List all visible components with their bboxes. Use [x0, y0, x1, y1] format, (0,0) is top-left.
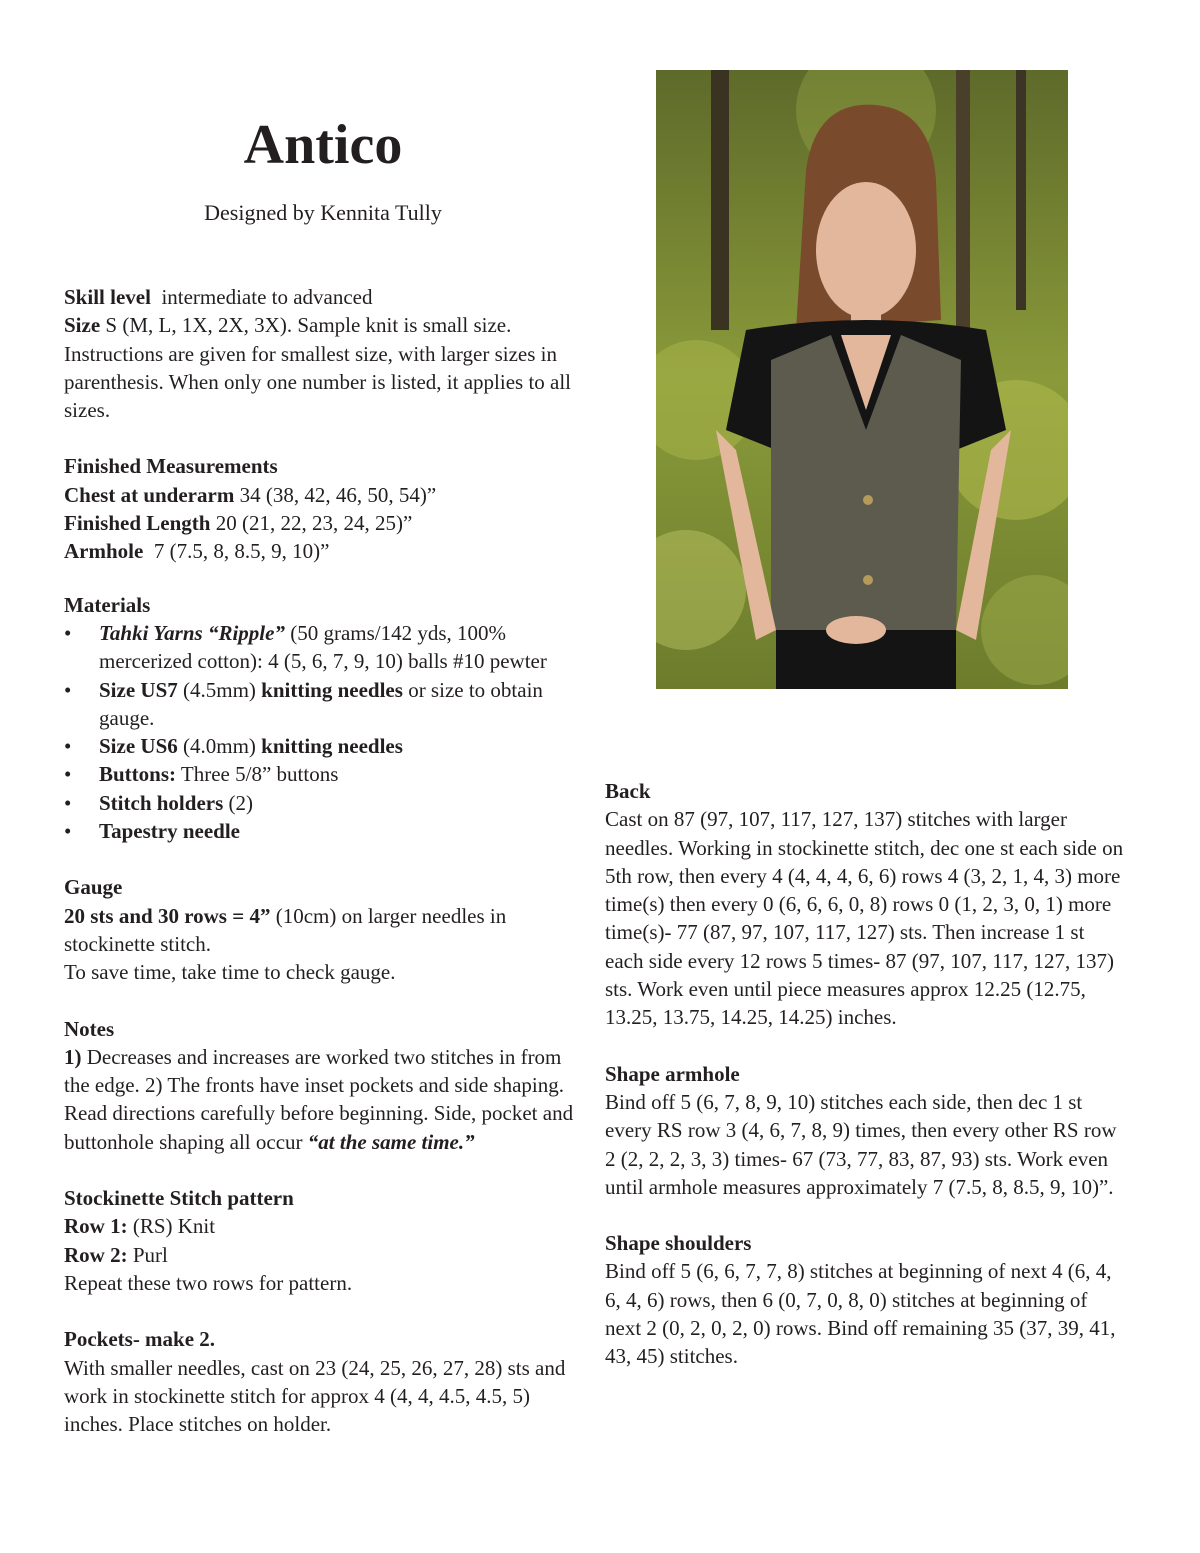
materials-item-needles-us7: • Size US7 (4.5mm) knitting needles or size to obtain gauge.	[64, 677, 543, 730]
pockets-heading: Pockets- make 2.	[64, 1327, 216, 1352]
model-photo	[656, 70, 1068, 689]
stockinette-row1: Row 1: (RS) Knit	[64, 1214, 216, 1239]
pattern-title: Antico	[243, 114, 403, 176]
skill-level	[64, 283, 584, 311]
armhole-heading: Shape armhole	[605, 1061, 740, 1086]
materials-item-tapestry: • Tapestry needle	[64, 817, 584, 845]
armhole-text: Bind off 5 (6, 7, 8, 9, 10) stitches each side, then dec 1 st every RS row 3 (4, 6, 7, 8, 9) times, then every other RS row 2 (2, 2, 2, 3, 3) times- 67 (73, 77, 83, 87, 93) sts. Work even until armhole measures approximately 7 (7.5, 8, 8.5, 9, 10)”.	[605, 1089, 1117, 1199]
shoulders-heading: Shape shoulders	[605, 1231, 752, 1256]
left-column	[64, 283, 584, 1438]
measurements-heading: Finished Measurements	[64, 454, 278, 479]
notes-heading: Notes	[64, 1016, 115, 1041]
bullet-icon: •	[64, 790, 72, 815]
back-heading: Back	[605, 779, 651, 803]
materials-item-yarn: • Tahki Yarns “Ripple” (50 grams/142 yds, 100% mercerized cotton): 4 (5, 6, 7, 9, 10) balls #10 pewter	[64, 620, 547, 674]
size-info	[64, 311, 584, 424]
size-text: S (M, L, 1X, 2X, 3X). Sample knit is small size. Instructions are given for smallest size, with larger sizes in parenthesis. When only one number is listed, it applies to all sizes.	[64, 313, 572, 423]
materials-heading: Materials	[64, 592, 151, 617]
model-photo-illustration	[656, 70, 1068, 689]
bullet-icon: •	[64, 734, 72, 759]
bullet-icon: •	[64, 819, 72, 844]
stockinette-repeat: Repeat these two rows for pattern.	[64, 1270, 353, 1295]
gauge-heading: Gauge	[64, 875, 123, 900]
measurement-length: Finished Length 20 (21, 22, 23, 24, 25)”	[64, 511, 413, 536]
materials-item-needles-us6: • Size US6 (4.0mm) knitting needles	[64, 732, 584, 760]
shoulders-text: Bind off 5 (6, 6, 7, 7, 8) stitches at beginning of next 4 (6, 4, 6, 4, 6) rows, then 6 (0, 7, 0, 8, 0) stitches at beginning of next 2 (0, 2, 0, 2, 0) rows. Bind off remaining 35 (37, 39, 41, 43, 45) stitches.	[605, 1259, 1116, 1369]
stockinette-heading: Stockinette Stitch pattern	[64, 1186, 294, 1211]
measurement-chest: Chest at underarm 34 (38, 42, 46, 50, 54)”	[64, 482, 437, 507]
designer-byline: Designed by Kennita Tully	[204, 200, 442, 225]
materials-list	[64, 619, 584, 845]
materials-item-holders: • Stitch holders (2)	[64, 789, 584, 817]
skill-text: intermediate to advanced	[161, 285, 373, 309]
gauge-text: 20 sts and 30 rows = 4” (10cm) on larger needles in stockinette stitch.	[64, 903, 507, 956]
size-label: Size	[64, 313, 101, 338]
stockinette-row2: Row 2: Purl	[64, 1242, 168, 1267]
back-text: Cast on 87 (97, 107, 117, 127, 137) stitches with larger needles. Working in stockinette stitch, dec one st each side on 5th row, then every 4 (4, 4, 4, 6, 6) rows 4 (3, 2, 1, 4, 3) more time(s) then every 0 (6, 6, 6, 0, 8) rows 0 (1, 2, 3, 0, 1) more time(s)- 77 (87, 97, 107, 117, 127) sts. Then increase 1 st each side every 12 rows 5 times- 87 (97, 107, 117, 127, 137) sts. Work even until piece measures approx 12.25 (12.75, 13.25, 13.75, 14.25, 14.25) inches.	[605, 807, 1124, 1030]
bullet-icon: •	[64, 620, 72, 645]
pockets-text: With smaller needles, cast on 23 (24, 25, 26, 27, 28) sts and work in stockinette stitch for approx 4 (4, 4, 4.5, 4.5, 5) inches. Place stitches on holder.	[64, 1355, 566, 1437]
notes-text: 1) Decreases and increases are worked two stitches in from the edge. 2) The fronts have inset pockets and side shaping. Read directions carefully before beginning. Side, pocket and buttonhole shaping all occur “at the same time.”	[64, 1044, 574, 1154]
materials-item-buttons: • Buttons: Three 5/8” buttons	[64, 760, 584, 788]
skill-label: Skill level	[64, 285, 151, 309]
bullet-icon: •	[64, 762, 72, 787]
bullet-icon: •	[64, 677, 72, 702]
right-column	[605, 777, 1125, 1371]
gauge-note: To save time, take time to check gauge.	[64, 960, 396, 985]
measurement-armhole: Armhole 7 (7.5, 8, 8.5, 9, 10)”	[64, 539, 330, 564]
